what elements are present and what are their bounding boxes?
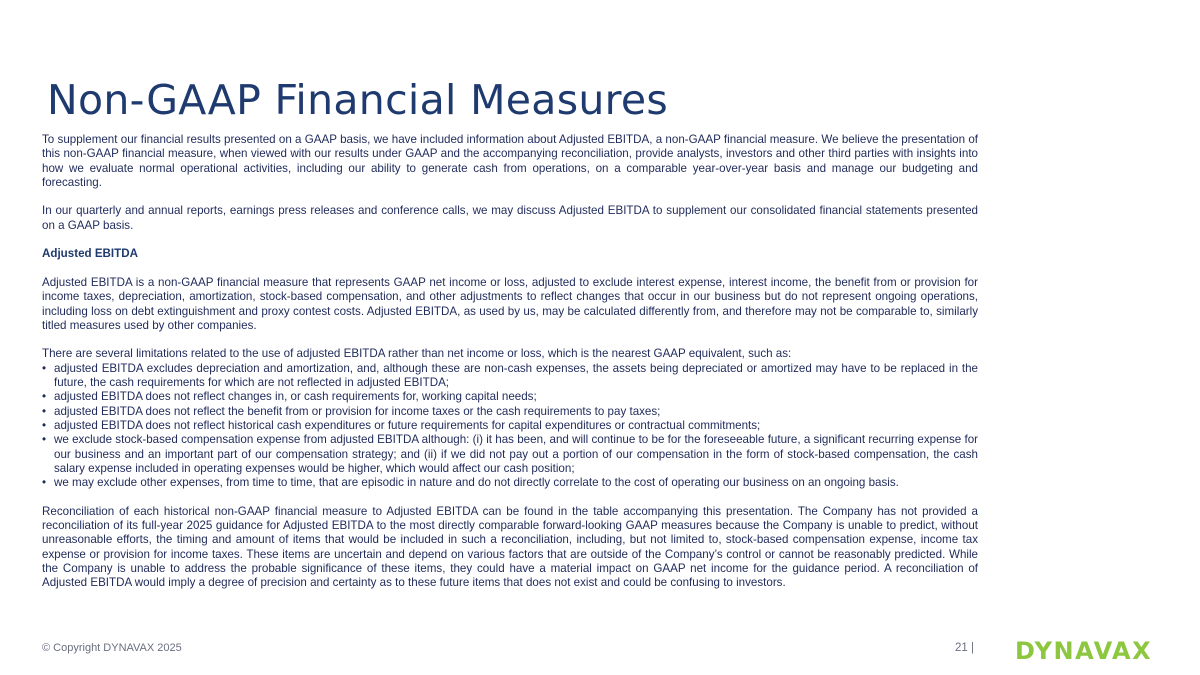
list-item: • we exclude stock-based compensation expense from adjusted EBITDA although: (i) it has been, and will continue to be for the foreseeable future, a significant recurring expense for our business and an important part of our compensation strategy; and (ii) if we did not pay out a portion of our compensation in the form of stock-based compensation, the cash salary expense included in operating expenses would be higher, which would affect our cash position; xyxy=(42,433,978,476)
definition-paragraph: Adjusted EBITDA is a non-GAAP financial measure that represents GAAP net income or loss, adjusted to exclude interest expense, interest income, the benefit from or provision for income taxes, depreciation, amortization, stock-based compensation, and other adjustments to reflect changes that occur in our business but do not represent ongoing operations, including loss on debt extinguishment and proxy contest costs. Adjusted EBITDA, as used by us, may be calculated differently from, and therefore may not be comparable to, similarly titled measures used by other companies. xyxy=(42,275,978,332)
list-item: • adjusted EBITDA does not reflect historical cash expenditures or future requirements for capital expenditures or contractual commitments; xyxy=(42,419,978,433)
list-item: • adjusted EBITDA does not reflect changes in, or cash requirements for, working capital needs; xyxy=(42,390,978,404)
list-item: • we may exclude other expenses, from time to time, that are episodic in nature and do not directly correlate to the cost of operating our business on an ongoing basis. xyxy=(42,476,978,490)
intro-paragraph-2: In our quarterly and annual reports, earnings press releases and conference calls, we may discuss Adjusted EBITDA to supplement our consolidated financial statements presented on a GAAP basis. xyxy=(42,204,978,232)
logo-text: DYNAVAX xyxy=(1015,637,1153,663)
limitations-intro: There are several limitations related to the use of adjusted EBITDA rather than net income or loss, which is the nearest GAAP equivalent, such as: xyxy=(42,347,792,361)
limitations-list xyxy=(42,362,978,491)
page-number: 21 | xyxy=(955,642,974,654)
body-text xyxy=(42,133,978,605)
reconciliation-paragraph: Reconciliation of each historical non-GAAP financial measure to Adjusted EBITDA can be found in the table accompanying this presentation. The Company has not provided a reconciliation of its full-year 2025 guidance for Adjusted EBITDA to the most directly comparable forward-looking GAAP measures because the Company is unable to predict, without unreasonable efforts, the timing and amount of items that would be included in such a reconciliation, including, but not limited to, stock-based compensation expense, income tax expense or provision for income taxes. These items are uncertain and depend on various factors that are outside of the Company’s control or cannot be reasonably predicted. While the Company is unable to address the probable significance of these items, they could have a material impact on GAAP net income for the guidance period. A reconciliation of Adjusted EBITDA would imply a degree of precision and certainty as to these future items that does not exist and could be confusing to investors. xyxy=(42,504,978,590)
list-item: • adjusted EBITDA excludes depreciation and amortization, and, although these are non-cash expenses, the assets being depreciated or amortized may have to be replaced in the future, the cash requirements for which are not reflected in adjusted EBITDA; xyxy=(42,362,978,391)
page-title: Non-GAAP Financial Measures xyxy=(47,76,669,124)
dynavax-logo xyxy=(1015,635,1161,663)
copyright-notice: © Copyright DYNAVAX 2025 xyxy=(42,642,182,654)
section-heading-adjusted-ebitda: Adjusted EBITDA xyxy=(42,247,138,261)
list-item: • adjusted EBITDA does not reflect the benefit from or provision for income taxes or the cash requirements to pay taxes; xyxy=(42,405,978,419)
intro-paragraph-1: To supplement our financial results presented on a GAAP basis, we have included information about Adjusted EBITDA, a non-GAAP financial measure. We believe the presentation of this non-GAAP financial measure, when viewed with our results under GAAP and the accompanying reconciliation, provide analysts, investors and other third parties with insights into how we evaluate normal operational activities, including our ability to generate cash from operations, on a comparable year-over-year basis and manage our budgeting and forecasting. xyxy=(42,133,978,189)
